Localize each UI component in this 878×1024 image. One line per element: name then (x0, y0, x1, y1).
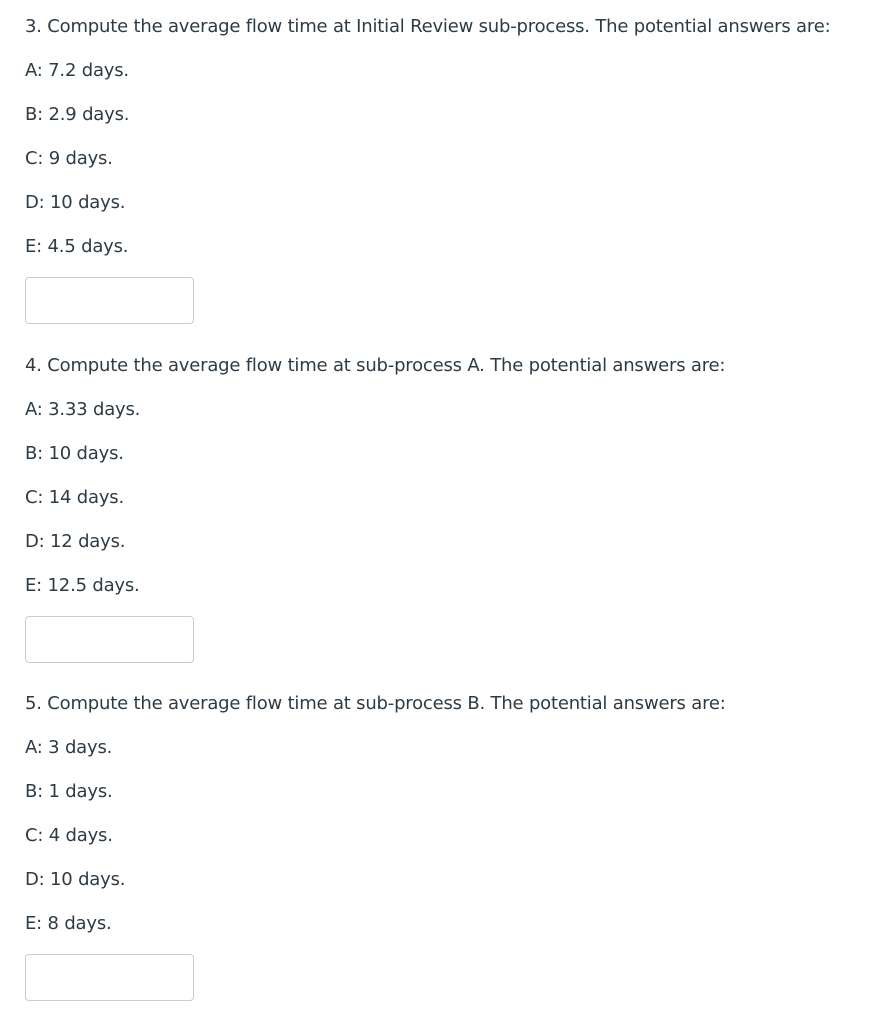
question-4-prompt: 4. Compute the average flow time at sub-process A. The potential answers are: (25, 355, 726, 376)
question-3-option-c: C: 9 days. (25, 148, 113, 169)
question-5-option-a: A: 3 days. (25, 737, 113, 758)
question-3-option-d: D: 10 days. (25, 192, 126, 213)
question-4-option-e: E: 12.5 days. (25, 575, 140, 596)
question-3-answer-input[interactable] (25, 277, 194, 324)
question-3-option-b: B: 2.9 days. (25, 104, 130, 125)
question-5-option-e: E: 8 days. (25, 913, 112, 934)
question-4-option-b: B: 10 days. (25, 443, 124, 464)
question-5-option-d: D: 10 days. (25, 869, 126, 890)
question-4-option-d: D: 12 days. (25, 531, 126, 552)
question-4-answer-input[interactable] (25, 616, 194, 663)
question-3-option-a: A: 7.2 days. (25, 60, 129, 81)
question-5-option-b: B: 1 days. (25, 781, 113, 802)
question-5-option-c: C: 4 days. (25, 825, 113, 846)
question-3-prompt: 3. Compute the average flow time at Initial Review sub-process. The potential answers are: (25, 16, 831, 37)
question-5-prompt: 5. Compute the average flow time at sub-process B. The potential answers are: (25, 693, 726, 714)
question-3-option-e: E: 4.5 days. (25, 236, 129, 257)
question-4-option-a: A: 3.33 days. (25, 399, 141, 420)
question-5-answer-input[interactable] (25, 954, 194, 1001)
question-4-option-c: C: 14 days. (25, 487, 124, 508)
